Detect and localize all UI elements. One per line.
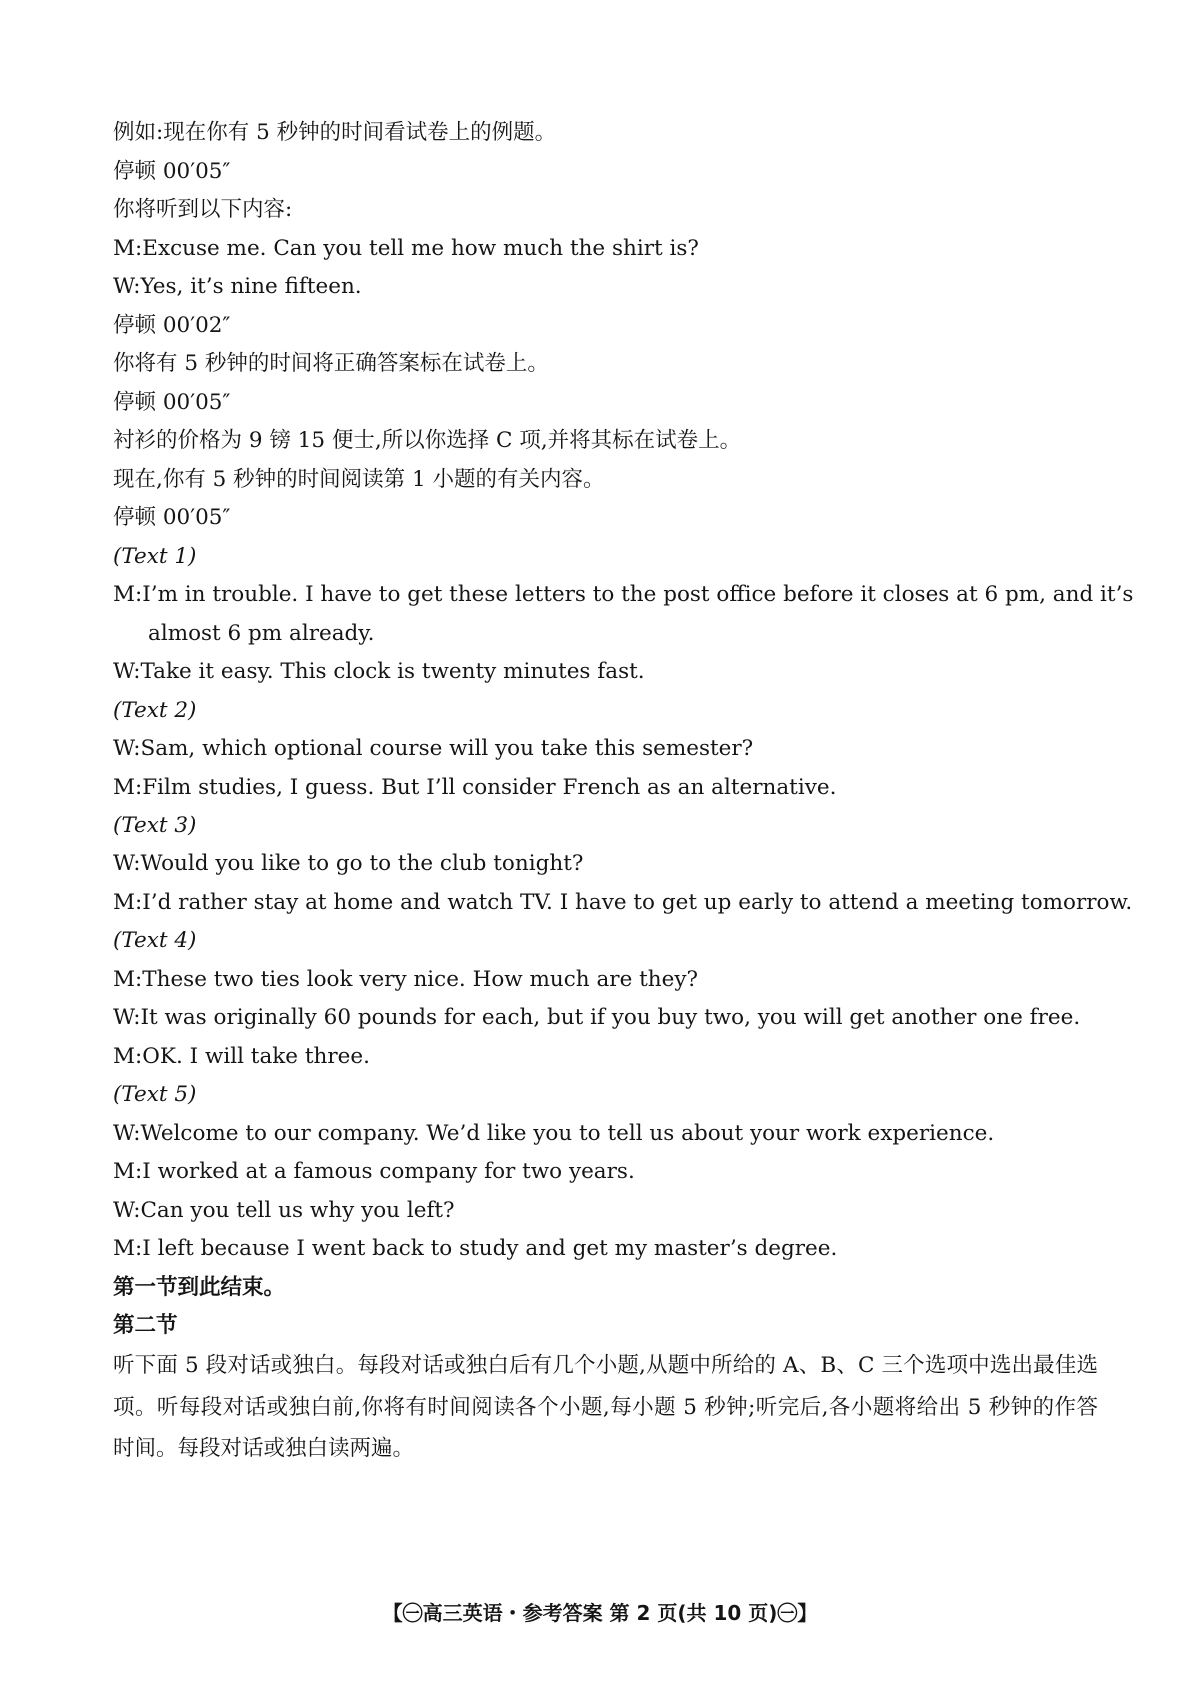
text-label: (Text 3) [113, 813, 197, 838]
pause-note: 停顿 00′02″ [113, 313, 231, 338]
example-intro: 例如:现在你有 5 秒钟的时间看试卷上的例题。 [113, 120, 557, 145]
section-end-note: 第一节到此结束。 [113, 1275, 286, 1300]
pause-note: 停顿 00′05″ [113, 390, 231, 415]
section-instructions: 听下面 5 段对话或独白。每段对话或独白后有几个小题,从题中所给的 A、B、C 三个选项中选出最佳选项。听每段对话或独白前,你将有时间阅读各个小题,每小题 5 秒钟;听完后,各小题将给出 5 秒钟的作答时间。每段对话或独白读两遍。 [113, 1353, 1098, 1462]
section-heading: 第二节 [113, 1313, 178, 1338]
dialogue-line: W:Can you tell us why you left? [113, 1198, 455, 1223]
dialogue-line: W:Sam, which optional course will you take this semester? [113, 736, 754, 761]
dialogue-line: M:These two ties look very nice. How much are they? [113, 967, 699, 992]
dialogue-line: W:Would you like to go to the club tonight? [113, 851, 584, 876]
text-label: (Text 4) [113, 928, 197, 953]
instruction-line: 衬衫的价格为 9 镑 15 便士,所以你选择 C 项,并将其标在试卷上。 [113, 428, 742, 453]
dialogue-line: M:I worked at a famous company for two years. [113, 1159, 635, 1184]
page-footer: 【㊀高三英语・参考答案 第 2 页(共 10 页)㊀】 [382, 1601, 818, 1625]
text-label: (Text 1) [113, 544, 197, 569]
text-label: (Text 5) [113, 1082, 197, 1107]
dialogue-line: W:Welcome to our company. We’d like you to tell us about your work experience. [113, 1121, 995, 1146]
dialogue-line: W:It was originally 60 pounds for each, but if you buy two, you will get another one free. [113, 1005, 1081, 1030]
dialogue-line: M:Excuse me. Can you tell me how much the shirt is? [113, 236, 699, 261]
pause-note: 停顿 00′05″ [113, 505, 231, 530]
dialogue-line: W:Yes, it’s nine fifteen. [113, 274, 362, 299]
instruction-line: 你将有 5 秒钟的时间将正确答案标在试卷上。 [113, 351, 549, 376]
dialogue-line: M:I’m in trouble. I have to get these letters to the post office before it closes at 6 pm, and it’s [113, 582, 1134, 607]
dialogue-line: M:I left because I went back to study and get my master’s degree. [113, 1236, 838, 1261]
dialogue-line-continued: almost 6 pm already. [148, 621, 375, 646]
text-label: (Text 2) [113, 698, 197, 723]
listen-prompt: 你将听到以下内容: [113, 197, 293, 222]
dialogue-line: M:OK. I will take three. [113, 1044, 370, 1069]
pause-note: 停顿 00′05″ [113, 159, 231, 184]
dialogue-line: M:Film studies, I guess. But I’ll consider French as an alternative. [113, 775, 837, 800]
dialogue-line: M:I’d rather stay at home and watch TV. I have to get up early to attend a meeting tomorrow. [113, 890, 1133, 915]
instruction-line: 现在,你有 5 秒钟的时间阅读第 1 小题的有关内容。 [113, 467, 605, 492]
dialogue-line: W:Take it easy. This clock is twenty minutes fast. [113, 659, 645, 684]
